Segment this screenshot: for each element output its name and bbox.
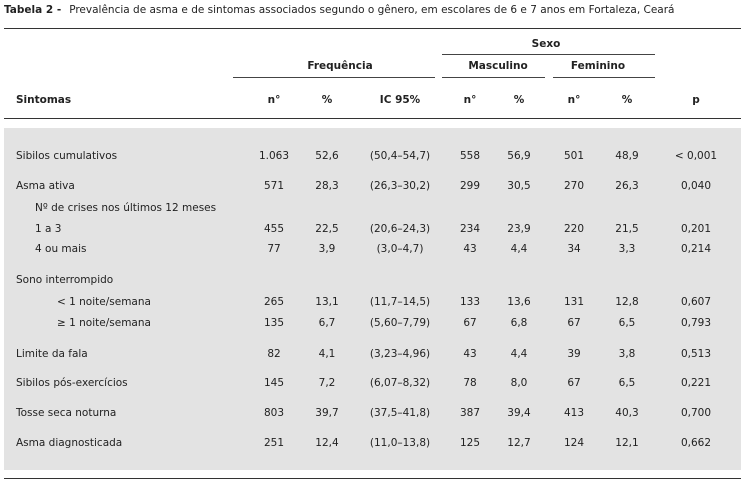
table-cell: 455	[263, 223, 285, 235]
table-cell: 82	[267, 348, 281, 360]
column-header: %	[621, 94, 633, 106]
table-cell: 0,662	[680, 437, 712, 449]
row-label: Sibilos cumulativos	[16, 150, 118, 162]
table-cell: 48,9	[615, 150, 639, 162]
row-label: 1 a 3	[35, 223, 62, 235]
table-cell: 78	[463, 377, 477, 389]
table-cell: (26,3–30,2)	[369, 180, 431, 192]
table-cell: 4,4	[510, 348, 528, 360]
table-cell: 270	[563, 180, 585, 192]
table-cell: 124	[563, 437, 585, 449]
table-cell: 43	[463, 348, 477, 360]
bottom-rule	[4, 478, 741, 479]
table-cell: 0,793	[680, 317, 712, 329]
frequencia-rule	[233, 77, 435, 78]
table-cell: (3,23–4,96)	[369, 348, 431, 360]
table-cell: 0,201	[680, 223, 712, 235]
table-cell: 56,9	[507, 150, 531, 162]
table-cell: 299	[459, 180, 481, 192]
table-cell: 1.063	[258, 150, 290, 162]
table-number: Tabela 2 -	[4, 4, 62, 16]
column-header: n°	[567, 94, 581, 106]
table-cell: 3,8	[618, 348, 636, 360]
row-label: Limite da fala	[16, 348, 88, 360]
header-sexo: Sexo	[531, 38, 561, 50]
table-cell: 145	[263, 377, 285, 389]
column-header: p	[692, 94, 700, 106]
table-cell: 67	[463, 317, 477, 329]
table-cell: 4,1	[318, 348, 336, 360]
row-label: Sono interrompido	[16, 274, 114, 286]
table-cell: 413	[563, 407, 585, 419]
table-cell: (5,60–7,79)	[369, 317, 431, 329]
row-label: < 1 noite/semana	[57, 296, 151, 308]
table-cell: 7,2	[318, 377, 336, 389]
table-cell: 125	[459, 437, 481, 449]
table-cell: 571	[263, 180, 285, 192]
table-cell: (11,0–13,8)	[369, 437, 431, 449]
table-cell: 387	[459, 407, 481, 419]
table-cell: 13,6	[507, 296, 531, 308]
masculino-rule	[442, 77, 545, 78]
table-cell: 21,5	[615, 223, 639, 235]
table-cell: (37,5–41,8)	[369, 407, 431, 419]
row-label: Asma ativa	[16, 180, 75, 192]
table-cell: 67	[567, 377, 581, 389]
table-cell: 0,040	[680, 180, 712, 192]
table-title: Prevalência de asma e de sintomas associados segundo o gênero, em escolares de 6 e 7 anos em Fortaleza, Ceará	[69, 4, 675, 16]
row-label: Asma diagnosticada	[16, 437, 123, 449]
header-frequencia: Frequência	[307, 60, 373, 72]
table-cell: < 0,001	[674, 150, 718, 162]
table-cell: 6,5	[618, 377, 636, 389]
feminino-rule	[553, 77, 655, 78]
table-cell: 0,214	[680, 243, 712, 255]
column-header: %	[513, 94, 525, 106]
table-cell: 0,221	[680, 377, 712, 389]
table-cell: (3,0–4,7)	[376, 243, 424, 255]
table-cell: 8,0	[510, 377, 528, 389]
table-cell: 28,3	[315, 180, 339, 192]
table-cell: 133	[459, 296, 481, 308]
row-label: ≥ 1 noite/semana	[57, 317, 151, 329]
table-cell: 67	[567, 317, 581, 329]
row-label: 4 ou mais	[35, 243, 87, 255]
table-cell: 135	[263, 317, 285, 329]
table-cell: 4,4	[510, 243, 528, 255]
column-header: %	[321, 94, 333, 106]
table-cell: 40,3	[615, 407, 639, 419]
top-rule	[4, 28, 741, 29]
table-cell: 0,700	[680, 407, 712, 419]
table-cell: 265	[263, 296, 285, 308]
table-cell: 0,513	[680, 348, 712, 360]
table-cell: 39	[567, 348, 581, 360]
table-cell: 501	[563, 150, 585, 162]
table-cell: 220	[563, 223, 585, 235]
table-cell: 77	[267, 243, 281, 255]
table-cell: 23,9	[507, 223, 531, 235]
table-cell: 12,4	[315, 437, 339, 449]
table-cell: 6,7	[318, 317, 336, 329]
table-cell: 12,7	[507, 437, 531, 449]
table-caption	[4, 4, 675, 16]
header-masculino: Masculino	[468, 60, 528, 72]
table-cell: 13,1	[315, 296, 339, 308]
table-cell: 803	[263, 407, 285, 419]
table-cell: 39,7	[315, 407, 339, 419]
column-header: IC 95%	[379, 94, 421, 106]
table-cell: 26,3	[615, 180, 639, 192]
table-cell: 234	[459, 223, 481, 235]
table-cell: 12,8	[615, 296, 639, 308]
sexo-rule	[442, 54, 655, 55]
table-cell: 131	[563, 296, 585, 308]
header-feminino: Feminino	[570, 60, 626, 72]
table-cell: 6,8	[510, 317, 528, 329]
row-label: Tosse seca noturna	[16, 407, 117, 419]
table-cell: 6,5	[618, 317, 636, 329]
table-cell: 22,5	[315, 223, 339, 235]
column-header: n°	[267, 94, 281, 106]
column-header: n°	[463, 94, 477, 106]
table-cell: 558	[459, 150, 481, 162]
row-label: Nº de crises nos últimos 12 meses	[35, 202, 217, 214]
table-cell: 52,6	[315, 150, 339, 162]
table-cell: 43	[463, 243, 477, 255]
table-cell: 3,9	[318, 243, 336, 255]
table-cell: (6,07–8,32)	[369, 377, 431, 389]
table-cell: 0,607	[680, 296, 712, 308]
header-rule	[4, 118, 741, 119]
table-cell: (20,6–24,3)	[369, 223, 431, 235]
table-cell: 30,5	[507, 180, 531, 192]
table-cell: 12,1	[615, 437, 639, 449]
header-sintomas: Sintomas	[16, 94, 72, 106]
table-cell: 3,3	[618, 243, 636, 255]
row-label: Sibilos pós-exercícios	[16, 377, 128, 389]
table-cell: (11,7–14,5)	[369, 296, 431, 308]
table-cell: (50,4–54,7)	[369, 150, 431, 162]
table-cell: 34	[567, 243, 581, 255]
table-cell: 39,4	[507, 407, 531, 419]
table-cell: 251	[263, 437, 285, 449]
